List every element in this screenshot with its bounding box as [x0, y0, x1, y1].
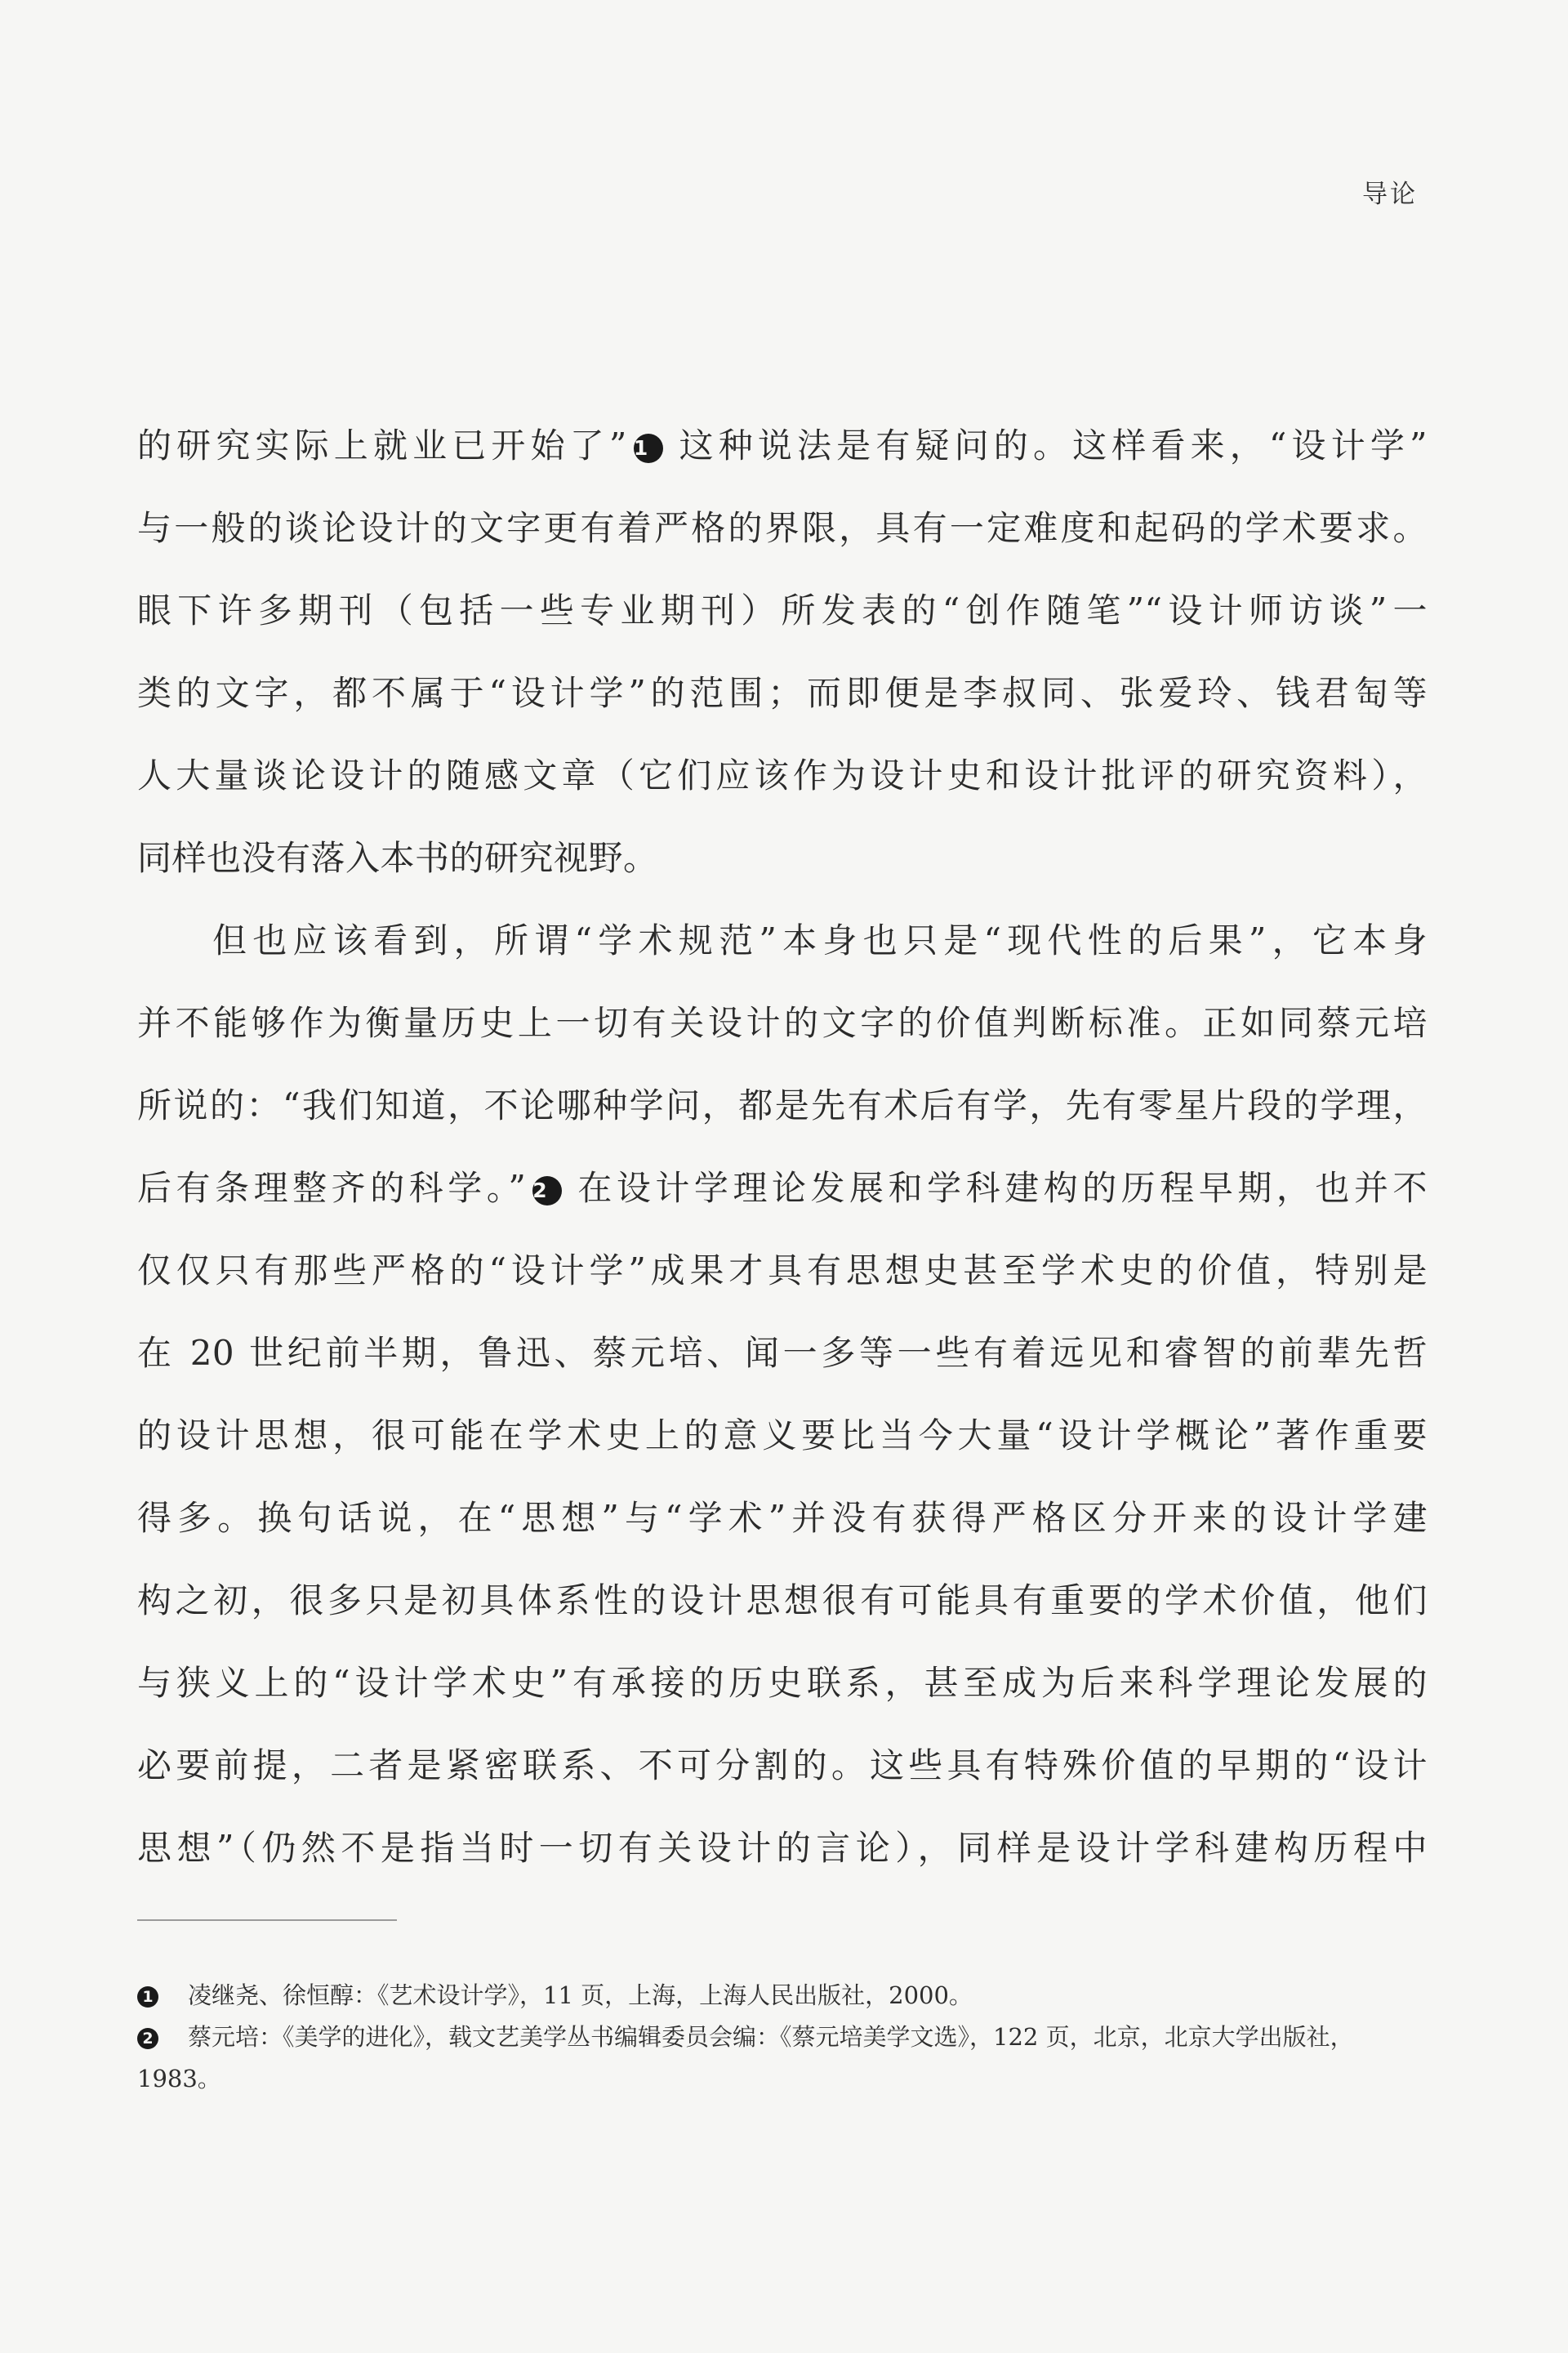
line-text: 后有条理整齐的科学。”: [137, 1168, 527, 1208]
text-line: 所说的：“我们知道，不论哪种学问，都是先有术后有学，先有零星片段的学理，: [137, 1085, 1428, 1125]
text-line: [137, 1147, 1428, 1229]
line-text: 的研究实际上就业已开始了”: [137, 426, 627, 466]
text-line: 仅仅只有那些严格的“设计学”成果才具有思想史甚至学术史的价值，特别是: [137, 1250, 1428, 1290]
text-line: 类的文字，都不属于“设计学”的范围；而即便是李叔同、张爱玲、钱君匋等: [137, 673, 1428, 713]
footnote-ref-2[interactable]: 2: [532, 1176, 562, 1205]
text-line: 同样也没有落入本书的研究视野。: [137, 838, 658, 878]
text-line: 必要前提，二者是紧密联系、不可分割的。这些具有特殊价值的早期的“设计: [137, 1745, 1428, 1785]
footnote-2: [137, 2017, 1428, 2058]
text-line: 的设计思想，很可能在学术史上的意义要比当今大量“设计学概论”著作重要: [137, 1415, 1428, 1455]
line-text: 在设计学理论发展和学科建构的历程早期，也并不: [573, 1168, 1428, 1208]
text-line: 思想”（仍然不是指当时一切有关设计的言论），同样是设计学科建构历程中: [137, 1828, 1428, 1868]
footnote-continuation: 1983。: [137, 2065, 221, 2092]
footnote-marker-1: 1: [137, 1986, 158, 2008]
text-line: 与狭义上的“设计学术史”有承接的历史联系，甚至成为后来科学理论发展的: [137, 1663, 1428, 1703]
text-line: 得多。换句话说，在“思想”与“学术”并没有获得严格区分开来的设计学建: [137, 1498, 1428, 1538]
footnote-divider: [137, 1919, 397, 1921]
footnote-1: [137, 1975, 1428, 2017]
footnote-ref-1[interactable]: 1: [634, 434, 663, 463]
text-line: 人大量谈论设计的随感文章（它们应该作为设计史和设计批评的研究资料），: [137, 755, 1428, 795]
body-text: [137, 404, 1428, 1889]
footnote-marker-2: 2: [137, 2028, 158, 2049]
text-line: 与一般的谈论设计的文字更有着严格的界限，具有一定难度和起码的学术要求。: [137, 508, 1428, 548]
text-line: 眼下许多期刊（包括一些专业期刊）所发表的“创作随笔”“设计师访谈”一: [137, 590, 1428, 631]
text-line: [137, 404, 1428, 487]
footnote-text: 凌继尧、徐恒醇：《艺术设计学》，11 页，上海，上海人民出版社，2000。: [188, 1981, 973, 2009]
text-line: 在 20 世纪前半期，鲁迅、蔡元培、闻一多等一些有着远见和睿智的前辈先哲: [137, 1333, 1428, 1373]
line-text: 这种说法是有疑问的。这样看来，“设计学”: [674, 426, 1428, 466]
footnote-text: 蔡元培：《美学的进化》，载文艺美学丛书编辑委员会编：《蔡元培美学文选》，122 页，北京，北京大学出版社，: [188, 2023, 1354, 2051]
text-line: 但也应该看到，所谓“学术规范”本身也只是“现代性的后果”，它本身: [212, 920, 1428, 960]
running-head: 导论: [1362, 180, 1418, 209]
footnotes: [137, 1975, 1428, 2100]
text-line: 构之初，很多只是初具体系性的设计思想很有可能具有重要的学术价值，他们: [137, 1580, 1428, 1620]
text-line: 并不能够作为衡量历史上一切有关设计的文字的价值判断标准。正如同蔡元培: [137, 1003, 1428, 1043]
